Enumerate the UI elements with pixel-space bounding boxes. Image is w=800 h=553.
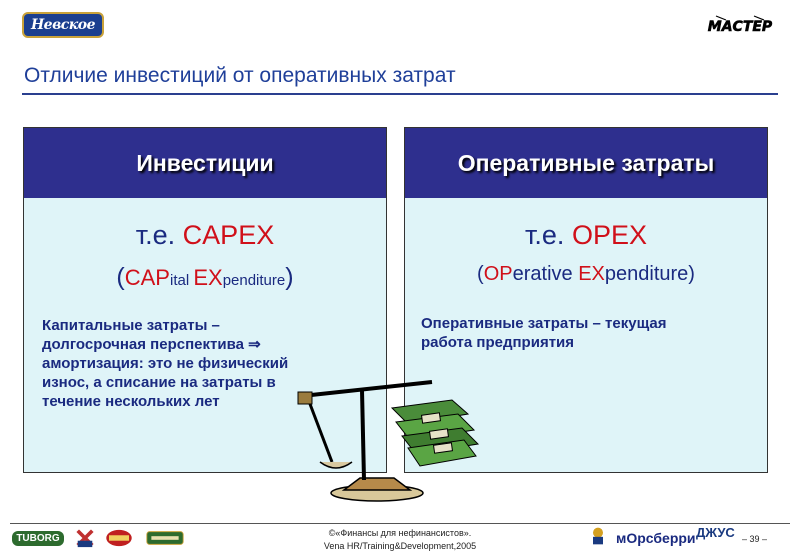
footer-copyright: ©«Финансы для нефинансистов». Vena HR/Training&Development,2005 <box>323 528 477 551</box>
capex-expansion: (CAPital EXpenditure) <box>116 263 294 291</box>
title-divider <box>22 93 778 95</box>
1664-logo <box>74 528 96 548</box>
morsberri-logo: мОрсберри <box>616 530 696 546</box>
djus-logo: ДЖУС <box>696 525 735 540</box>
page-title: Отличие инвестиций от оперативных затрат <box>24 64 456 87</box>
footer-divider <box>10 523 790 524</box>
tuborg-logo: TUBORG <box>12 528 64 548</box>
scale-with-money-icon <box>292 378 482 503</box>
nevskoe-logo: Невское <box>22 12 104 38</box>
card-operating-costs-header: Оперативные затраты <box>405 128 767 198</box>
page-number: – 39 – <box>742 534 768 544</box>
card-investments-header: Инвестиции <box>24 128 386 198</box>
tri-bogatyrya-logo <box>104 528 134 548</box>
svg-text:МАСТЕР: МАСТЕР <box>707 19 773 35</box>
opex-expansion: (OPerative EXpenditure) <box>477 263 695 285</box>
capex-line: т.е. CAPEX <box>135 220 275 250</box>
master-logo <box>706 12 774 38</box>
opex-line: т.е. OPEX <box>525 220 647 250</box>
nevskoe-footer-logo <box>144 528 186 548</box>
opex-description: Оперативные затраты – текущая работа предприятия <box>421 315 667 351</box>
pepsi-bottle-logo <box>584 526 612 546</box>
capex-description: Капитальные затраты – долгосрочная перспектива ⇒ амортизация: это не физический износ, а списание на затраты в течение нескольких лет <box>42 317 289 410</box>
